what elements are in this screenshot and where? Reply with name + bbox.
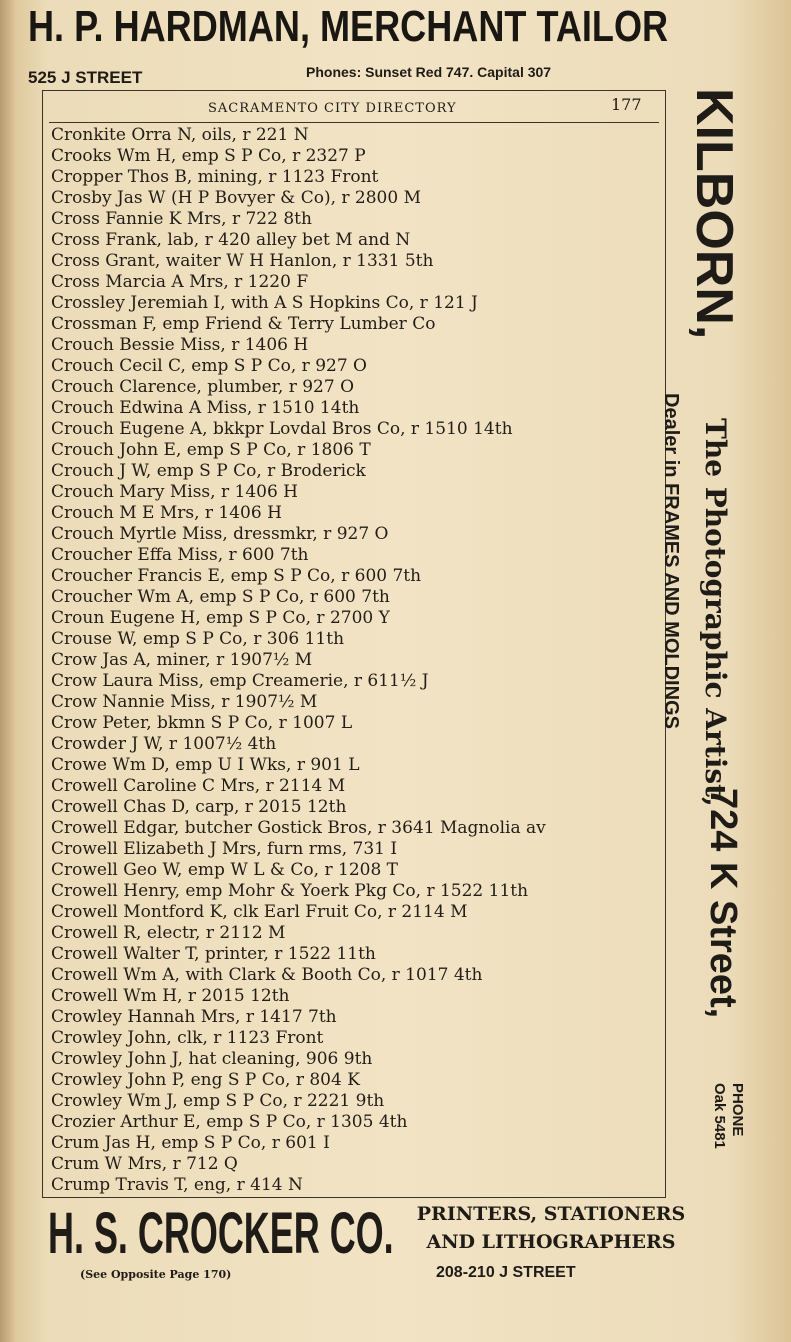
- side-ad-address: 724 K Street,: [702, 788, 744, 1019]
- directory-entry: Crowell Chas D, carp, r 2015 12th: [51, 797, 347, 817]
- top-ad-phones: Phones: Sunset Red 747. Capital 307: [306, 64, 552, 80]
- directory-entry: Crouch Edwina A Miss, r 1510 14th: [51, 398, 360, 418]
- directory-entry: Crowley John P, eng S P Co, r 804 K: [51, 1070, 360, 1090]
- side-ad-name: KILBORN,: [685, 88, 743, 340]
- directory-entry: Crow Laura Miss, emp Creamerie, r 611½ J: [51, 671, 429, 691]
- directory-entry: Crowell Geo W, emp W L & Co, r 1208 T: [51, 860, 399, 880]
- directory-entry: Crum W Mrs, r 712 Q: [51, 1154, 238, 1174]
- directory-entry: Crowell R, electr, r 2112 M: [51, 923, 286, 943]
- directory-entry: Crowley John, clk, r 1123 Front: [51, 1028, 324, 1048]
- directory-entry: Crooks Wm H, emp S P Co, r 2327 P: [51, 146, 366, 166]
- directory-entry: Crouch Bessie Miss, r 1406 H: [51, 335, 309, 355]
- side-ad-dealer: Dealer in FRAMES AND MOLDINGS: [660, 393, 682, 729]
- directory-listing-frame: [42, 90, 666, 1198]
- directory-entry: Croucher Francis E, emp S P Co, r 600 7th: [51, 566, 422, 586]
- directory-entry: Crowell Walter T, printer, r 1522 11th: [51, 944, 376, 964]
- directory-entry: Crowe Wm D, emp U I Wks, r 901 L: [51, 755, 360, 775]
- directory-entry: Crouch Eugene A, bkkpr Lovdal Bros Co, r 1510 14th: [51, 419, 513, 439]
- directory-entry: Croun Eugene H, emp S P Co, r 2700 Y: [51, 608, 390, 628]
- bottom-ad-address: 208-210 J STREET: [436, 1264, 576, 1281]
- directory-entry: Crouch Mary Miss, r 1406 H: [51, 482, 298, 502]
- directory-entry: Crowell Henry, emp Mohr & Yoerk Pkg Co, r 1522 11th: [51, 881, 529, 901]
- directory-entry: Crossman F, emp Friend & Terry Lumber Co: [51, 314, 436, 334]
- directory-entry: Crow Peter, bkmn S P Co, r 1007 L: [51, 713, 353, 733]
- running-title: SACRAMENTO CITY DIRECTORY: [208, 101, 457, 116]
- directory-entry: Crowell Elizabeth J Mrs, furn rms, 731 I: [51, 839, 398, 859]
- directory-entry: Cross Marcia A Mrs, r 1220 F: [51, 272, 309, 292]
- directory-entry: Crouch John E, emp S P Co, r 1806 T: [51, 440, 371, 460]
- top-ad-title: H. P. HARDMAN, MERCHANT TAILOR: [28, 2, 669, 51]
- directory-entry: Crowell Caroline C Mrs, r 2114 M: [51, 776, 346, 796]
- directory-entry: Cross Frank, lab, r 420 alley bet M and N: [51, 230, 411, 250]
- directory-entry: Crowell Wm A, with Clark & Booth Co, r 1017 4th: [51, 965, 483, 985]
- directory-entry: Crowell Montford K, clk Earl Fruit Co, r 2114 M: [51, 902, 468, 922]
- directory-entry: Crow Nannie Miss, r 1907½ M: [51, 692, 318, 712]
- side-ad-phone: [710, 1083, 746, 1149]
- header-rule: [49, 122, 659, 123]
- directory-entry: Cross Fannie K Mrs, r 722 8th: [51, 209, 312, 229]
- directory-entry: Crowell Wm H, r 2015 12th: [51, 986, 290, 1006]
- side-ad-phone-label: PHONE: [729, 1083, 746, 1137]
- bottom-ad-services-line2: AND LITHOGRAPHERS: [426, 1231, 676, 1253]
- bottom-ad-services-line1: PRINTERS, STATIONERS: [416, 1203, 686, 1225]
- page-edge-shadow: [0, 0, 16, 1342]
- directory-entry: Crow Jas A, miner, r 1907½ M: [51, 650, 313, 670]
- top-advertisement: [28, 2, 678, 90]
- directory-entry: Crump Travis T, eng, r 414 N: [51, 1175, 303, 1195]
- directory-entry: Crowell Edgar, butcher Gostick Bros, r 3641 Magnolia av: [51, 818, 546, 838]
- directory-entry: Crouch Clarence, plumber, r 927 O: [51, 377, 355, 397]
- page-number: 177: [611, 95, 642, 114]
- top-ad-address: 525 J STREET: [28, 68, 143, 87]
- directory-entry: Crossley Jeremiah I, with A S Hopkins Co, r 121 J: [51, 293, 478, 313]
- directory-entry: Crowley Wm J, emp S P Co, r 2221 9th: [51, 1091, 385, 1111]
- bottom-ad-note: (See Opposite Page 170): [80, 1268, 232, 1281]
- bottom-ad-services: [414, 1200, 688, 1256]
- directory-entry: Crozier Arthur E, emp S P Co, r 1305 4th: [51, 1112, 408, 1132]
- directory-entry: Cronkite Orra N, oils, r 221 N: [51, 125, 309, 145]
- side-ad-tagline: The Photographic Artist,: [699, 418, 732, 807]
- directory-entry: Crowder J W, r 1007½ 4th: [51, 734, 277, 754]
- directory-entry: Croucher Effa Miss, r 600 7th: [51, 545, 309, 565]
- bottom-advertisement: [30, 1200, 710, 1300]
- directory-entry: Cropper Thos B, mining, r 1123 Front: [51, 167, 379, 187]
- bottom-ad-name: H. S. CROCKER CO.: [48, 1201, 394, 1266]
- directory-entry: Crowley Hannah Mrs, r 1417 7th: [51, 1007, 337, 1027]
- directory-entry: Crosby Jas W (H P Bovyer & Co), r 2800 M: [51, 188, 421, 208]
- directory-entry: Crouch Cecil C, emp S P Co, r 927 O: [51, 356, 367, 376]
- side-ad-phone-number: Oak 5481: [711, 1083, 728, 1149]
- directory-entries: [51, 125, 546, 1196]
- directory-entry: Crum Jas H, emp S P Co, r 601 I: [51, 1133, 330, 1153]
- directory-entry: Crouse W, emp S P Co, r 306 11th: [51, 629, 345, 649]
- directory-entry: Cross Grant, waiter W H Hanlon, r 1331 5th: [51, 251, 434, 271]
- directory-entry: Crouch Myrtle Miss, dressmkr, r 927 O: [51, 524, 389, 544]
- directory-entry: Crowley John J, hat cleaning, 906 9th: [51, 1049, 373, 1069]
- directory-entry: Croucher Wm A, emp S P Co, r 600 7th: [51, 587, 390, 607]
- side-advertisement: [660, 88, 791, 1198]
- directory-entry: Crouch J W, emp S P Co, r Broderick: [51, 461, 366, 481]
- directory-entry: Crouch M E Mrs, r 1406 H: [51, 503, 282, 523]
